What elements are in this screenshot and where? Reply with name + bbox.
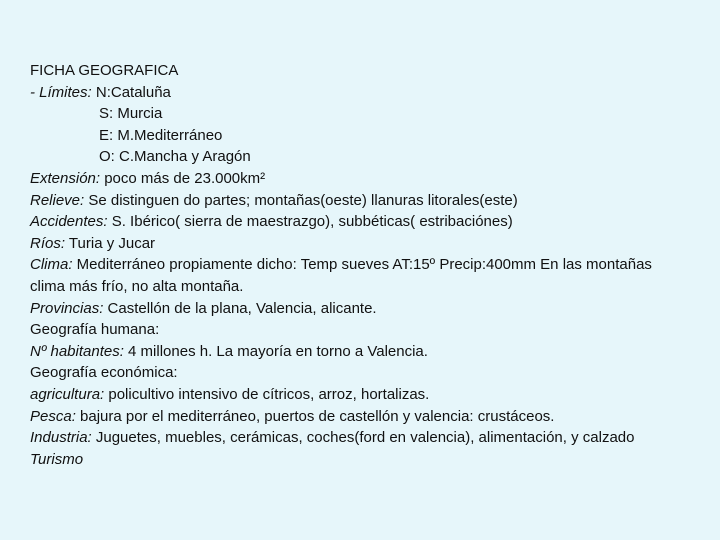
limites-west: O: C.Mancha y Aragón <box>99 148 251 166</box>
relieve-row <box>30 190 670 212</box>
extension-label: Extensión: <box>30 169 101 187</box>
geografia-humana-heading: Geografía humana: <box>30 321 160 339</box>
agricultura-label: agricultura: <box>30 385 105 403</box>
clima-label: Clima: <box>30 256 73 274</box>
limites-row <box>30 82 670 104</box>
industria-label: Industria: <box>30 429 92 447</box>
turismo-row <box>30 449 670 471</box>
rios-label: Ríos: <box>30 234 66 252</box>
habitantes-value: 4 millones h. La mayoría en torno a Valencia. <box>123 342 428 360</box>
provincias-value: Castellón de la plana, Valencia, alicante. <box>103 299 377 317</box>
relieve-label: Relieve: <box>30 191 85 209</box>
agricultura-row <box>30 384 670 406</box>
sheet-title: FICHA GEOGRAFICA <box>30 62 179 79</box>
clima-value: Mediterráneo propiamente dicho: Temp sueves AT:15º Precip:400mm En las montañas clima más frío, no alta montaña. <box>30 256 652 295</box>
geografia-economica-heading: Geografía económica: <box>30 364 178 382</box>
clima-row <box>30 254 670 297</box>
limites-south: S: Murcia <box>99 105 163 123</box>
provincias-row <box>30 298 670 320</box>
turismo-label: Turismo <box>30 450 84 468</box>
agricultura-value: policultivo intensivo de cítricos, arroz, hortalizas. <box>104 385 430 403</box>
habitantes-row <box>30 341 670 363</box>
pesca-value: bajura por el mediterráneo, puertos de castellón y valencia: crustáceos. <box>75 407 555 425</box>
geographic-sheet <box>30 60 670 470</box>
limites-north: N:Cataluña <box>91 83 171 101</box>
accidentes-row <box>30 211 670 233</box>
accidentes-value: S. Ibérico( sierra de maestrazgo), subbéticas( estribaciónes) <box>107 213 513 231</box>
limites-east: E: M.Mediterráneo <box>99 126 223 144</box>
accidentes-label: Accidentes: <box>30 213 108 231</box>
relieve-value: Se distinguen do partes; montañas(oeste) llanuras litorales(este) <box>84 191 518 209</box>
extension-row <box>30 168 670 190</box>
industria-value: Juguetes, muebles, cerámicas, coches(ford en valencia), alimentación, y calzado <box>91 429 635 447</box>
rios-row <box>30 233 670 255</box>
limites-label: - Límites: <box>30 83 92 101</box>
provincias-label: Provincias: <box>30 299 104 317</box>
habitantes-label: Nº habitantes: <box>30 342 124 360</box>
pesca-row <box>30 406 670 428</box>
rios-value: Turia y Jucar <box>65 234 156 252</box>
extension-value: poco más de 23.000km² <box>100 169 266 187</box>
industria-row <box>30 427 670 449</box>
pesca-label: Pesca: <box>30 407 76 425</box>
